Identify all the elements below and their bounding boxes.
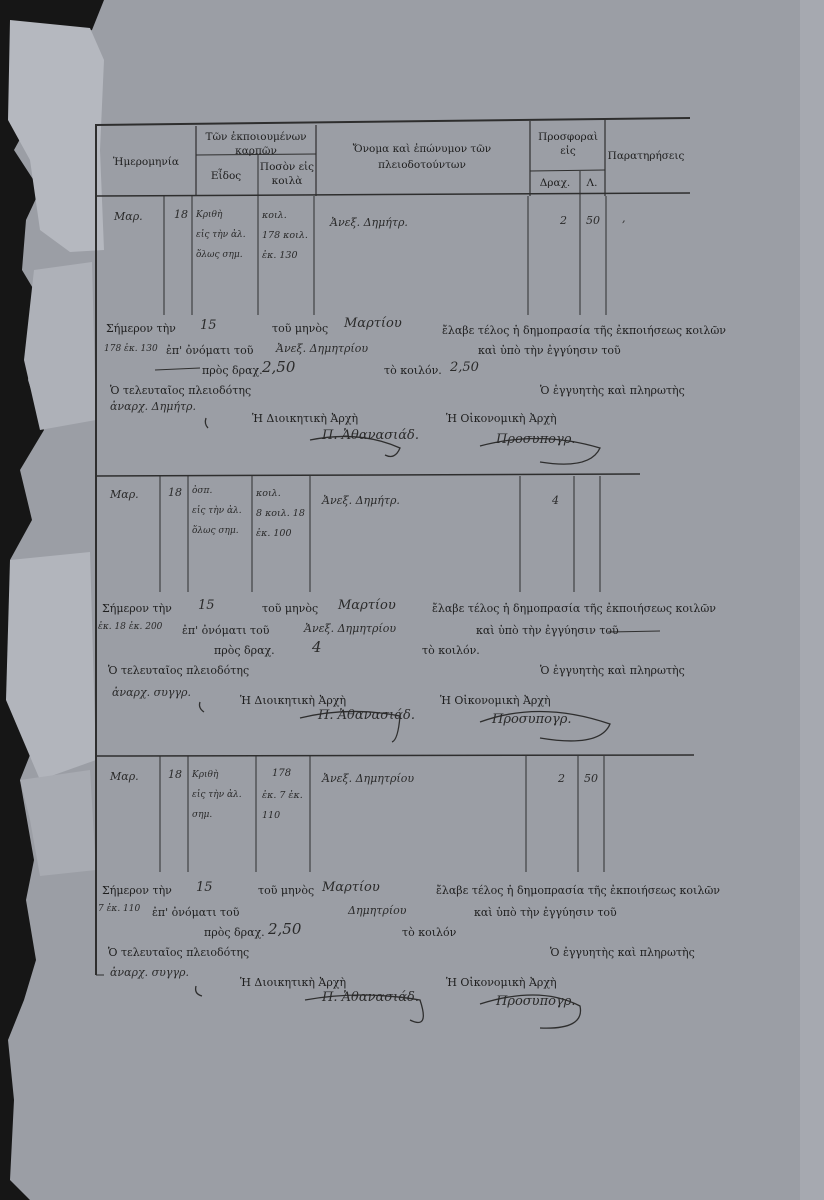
entry-kind-line: εἰς τὴν ἀλ. <box>196 230 246 240</box>
entry-day: 18 <box>168 486 182 499</box>
entry-kind-line: ὅλως σημ. <box>192 526 239 536</box>
paper-right-edge <box>800 0 824 1200</box>
form-per-koilon: τὸ κοιλόν. <box>384 364 442 377</box>
entry-kind-line: εἰς τὴν ἀλ. <box>192 790 242 800</box>
form-of-month: τοῦ μηνὸς <box>262 602 319 615</box>
header-lepta: Λ. <box>586 177 598 189</box>
entry-bidder-name: Ἀνεξ. Δημητρίου <box>322 772 415 785</box>
form-name-handwritten: Ἀνεξ. Δημητρίου <box>304 622 397 635</box>
form-month-handwritten: Μαρτίου <box>322 880 380 895</box>
form-at-drachmas: πρὸς δραχ. <box>202 364 263 377</box>
entry-kind-line: Κριθὴ <box>192 770 219 780</box>
entry-day: 18 <box>174 208 188 221</box>
form-last-bidder: Ὁ τελευταῖος πλειοδότης <box>110 384 252 397</box>
header-remarks: Παρατηρήσεις <box>607 150 685 162</box>
header-kind: Εἶδος <box>210 170 242 182</box>
admin-signature: Π. Ἀθανασιάδ. <box>318 708 415 723</box>
fin-signature: Προσυπογρ. <box>492 712 572 727</box>
entry-bidder-name: Ἀνεξ. Δημήτρ. <box>330 216 408 229</box>
header-name: Ὄνομα καὶ ἐπώνυμον τῶν πλειοδοτούντων <box>352 143 492 171</box>
admin-signature: Π. Ἀθανασιάδ. <box>322 428 419 443</box>
entry-qty-line: ἐκ. 130 <box>262 250 298 261</box>
form-today: Σήμερον τὴν <box>106 322 176 335</box>
form-fin-authority: Ἡ Οἰκονομικὴ Ἀρχὴ <box>446 976 557 989</box>
entry-month: Μαρ. <box>110 488 139 501</box>
entry-kind-line: ὅλως σημ. <box>196 250 243 260</box>
header-quantity: Ποσὸν εἰς κοιλὰ <box>259 161 315 187</box>
entry-kind-line: ὀσπ. <box>192 486 213 496</box>
form-guarantor: Ὁ ἐγγυητὴς καὶ πληρωτὴς <box>540 664 685 677</box>
form-price-handwritten: 2,50 <box>268 920 302 938</box>
entry-kind-line: εἰς τὴν ἀλ. <box>192 506 242 516</box>
form-price-handwritten: 4 <box>312 638 322 656</box>
entry-lepta: 50 <box>584 772 598 785</box>
form-per-koilon: τὸ κοιλόν. <box>422 644 480 657</box>
entry-qty-line: 178 <box>272 768 292 779</box>
header-offers: Προσφοραὶ εἰς <box>538 131 598 157</box>
form-name-handwritten: Δημητρίου <box>348 904 407 917</box>
form-guarantee: καὶ ὑπὸ τὴν ἐγγύησιν τοῦ <box>478 344 621 357</box>
form-month-handwritten: Μαρτίου <box>344 316 402 331</box>
form-in-name-of: ἐπ' ὀνόματι τοῦ <box>166 344 254 357</box>
entry-month: Μαρ. <box>114 210 143 223</box>
paper-background <box>8 0 820 1200</box>
entry-kind-line: σημ. <box>192 810 213 820</box>
entry-qty-line: ἐκ. 7 ἐκ. <box>262 790 303 801</box>
entry-day: 18 <box>168 768 182 781</box>
entry-drachmas: 2 <box>560 214 567 227</box>
form-bidder-handwritten: ἀναρχ. συγγρ. <box>110 966 189 979</box>
form-month-handwritten: Μαρτίου <box>338 598 396 613</box>
entry-remark: , <box>622 212 626 225</box>
entry-qty-line: 8 κοιλ. 18 <box>256 508 305 519</box>
entry-qty-line: ἐκ. 100 <box>256 528 292 539</box>
torn-flap <box>20 770 96 876</box>
form-at-drachmas: πρὸς δραχ. <box>214 644 275 657</box>
form-koila-handwritten: ἐκ. 18 ἐκ. 200 <box>98 622 163 632</box>
form-auction-ended: ἔλαβε τέλος ἡ δημοπρασία τῆς ἐκποιήσεως κοιλῶν <box>436 884 720 897</box>
form-today: Σήμερον τὴν <box>102 602 172 615</box>
entry-qty-line: κοιλ. <box>262 210 287 221</box>
entry-drachmas: 2 <box>558 772 565 785</box>
form-auction-ended: ἔλαβε τέλος ἡ δημοπρασία τῆς ἐκποιήσεως κοιλῶν <box>442 324 726 337</box>
form-guarantor: Ὁ ἐγγυητὴς καὶ πληρωτὴς <box>540 384 685 397</box>
form-in-name-of: ἐπ' ὀνόματι τοῦ <box>182 624 270 637</box>
form-admin-authority: Ἡ Διοικητικὴ Ἀρχὴ <box>252 412 359 425</box>
form-of-month: τοῦ μηνὸς <box>272 322 329 335</box>
entry-kind-line: Κριθὴ <box>196 210 223 220</box>
torn-flap <box>6 552 96 780</box>
form-guarantee: καὶ ὑπὸ τὴν ἐγγύησιν τοῦ <box>474 906 617 919</box>
entry-qty-line: 110 <box>262 810 281 821</box>
entry-qty-line: κοιλ. <box>256 488 281 499</box>
form-per-koilon: τὸ κοιλόν <box>402 926 457 939</box>
form-admin-authority: Ἡ Διοικητικὴ Ἀρχὴ <box>240 694 347 707</box>
form-at-drachmas: πρὸς δραχ. <box>204 926 265 939</box>
fin-signature: Προσυπογρ. <box>496 994 576 1009</box>
form-name-handwritten: Ἀνεξ. Δημητρίου <box>276 342 369 355</box>
entry-lepta: 50 <box>586 214 600 227</box>
form-guarantee: καὶ ὑπὸ τὴν ἐγγύησιν τοῦ <box>476 624 619 637</box>
entry-drachmas: 4 <box>552 494 559 507</box>
form-fin-authority: Ἡ Οἰκονομικὴ Ἀρχὴ <box>440 694 551 707</box>
form-fin-authority: Ἡ Οἰκονομικὴ Ἀρχὴ <box>446 412 557 425</box>
admin-signature: Π. Ἀθανασιάδ. <box>322 990 419 1005</box>
entry-bidder-name: Ἀνεξ. Δημήτρ. <box>322 494 400 507</box>
header-crops-group: Τῶν ἐκποιουμένων καρπῶν <box>205 131 307 157</box>
form-last-bidder: Ὁ τελευταῖος πλειοδότης <box>108 664 250 677</box>
form-auction-ended: ἔλαβε τέλος ἡ δημοπρασία τῆς ἐκποιήσεως κοιλῶν <box>432 602 716 615</box>
form-koila-handwritten: 178 ἐκ. 130 <box>104 344 158 354</box>
entry-qty-line: 178 κοιλ. <box>262 230 308 241</box>
form-total-handwritten: 2,50 <box>450 360 479 375</box>
form-guarantor: Ὁ ἐγγυητὴς καὶ πληρωτὴς <box>550 946 695 959</box>
header-drachmas: Δραχ. <box>539 177 571 189</box>
torn-flap <box>8 20 104 252</box>
form-bidder-handwritten: ἀναρχ. συγγρ. <box>112 686 191 699</box>
form-bidder-handwritten: ἀναρχ. Δημήτρ. <box>110 400 196 413</box>
form-of-month: τοῦ μηνὸς <box>258 884 315 897</box>
form-admin-authority: Ἡ Διοικητικὴ Ἀρχὴ <box>240 976 347 989</box>
form-last-bidder: Ὁ τελευταῖος πλειοδότης <box>108 946 250 959</box>
form-price-handwritten: 2,50 <box>262 358 296 376</box>
form-day-handwritten: 15 <box>196 880 213 895</box>
form-in-name-of: ἐπ' ὀνόματι τοῦ <box>152 906 240 919</box>
entry-month: Μαρ. <box>110 770 139 783</box>
header-date: Ἡμερομηνία <box>113 156 179 168</box>
form-koila-handwritten: 7 ἐκ. 110 <box>98 904 141 914</box>
form-today: Σήμερον τὴν <box>102 884 172 897</box>
form-day-handwritten: 15 <box>198 598 215 613</box>
form-day-handwritten: 15 <box>200 318 217 333</box>
torn-flap <box>24 262 96 430</box>
fin-signature: Προσυπογρ. <box>496 432 576 447</box>
